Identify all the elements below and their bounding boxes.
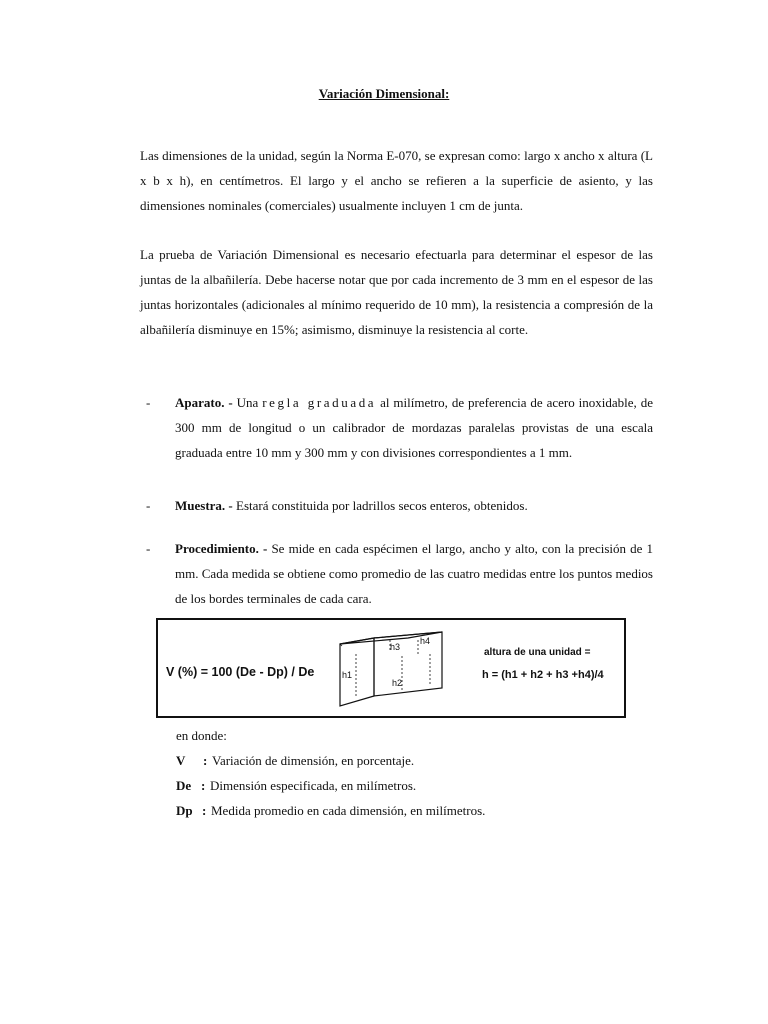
item-text-spaced: regla graduada (262, 395, 377, 410)
definitions-list (176, 723, 486, 823)
definition-text: Variación de dimensión, en porcentaje. (212, 753, 415, 768)
paragraph-dimensions: Las dimensiones de la unidad, según la Norma E-070, se expresan como: largo x ancho x altura (L x b x h), en centímetros. El largo y el ancho se refieren a la superficie de asiento, y las dimensiones nominales (comerciales) usualmente incluyen 1 cm de junta. (140, 148, 653, 213)
definition-symbol: De (176, 778, 192, 793)
item-body-aparato (175, 390, 653, 465)
list-dash: - (146, 498, 151, 513)
definition-row-v (176, 748, 415, 773)
definition-row-de (176, 773, 417, 798)
brick-label-h4: h4 (420, 636, 431, 646)
brick-label-h3: h3 (390, 642, 401, 652)
list-dash: - (146, 395, 151, 410)
definition-row-dp (176, 798, 486, 823)
formula-figure (156, 618, 626, 718)
list-dash: - (146, 541, 151, 556)
definition-colon: : (203, 753, 208, 768)
item-label-aparato: Aparato. - (175, 395, 233, 410)
definition-text: Dimensión especificada, en milímetros. (210, 778, 417, 793)
item-text-post: al milímetro, de preferencia de acero inoxidable, de 300 mm de longitud o un calibrador de mordazas paralelas provistas de una escala graduada entre 10 mm y 300 mm y con divisiones correspondientes a 1 mm. (175, 395, 653, 460)
item-text-procedimiento: Se mide en cada espécimen el largo, ancho y alto, con la precisión de 1 mm. Cada medida se obtiene como promedio de las cuatro medidas entre los puntos medios de los bordes terminales de cada cara. (175, 541, 653, 606)
item-label-procedimiento: Procedimiento. - (175, 541, 268, 556)
item-body-procedimiento (175, 536, 653, 611)
item-label-muestra: Muestra. - (175, 498, 233, 513)
definition-colon: : (201, 778, 206, 793)
brick-label-h2: h2 (392, 678, 403, 688)
height-formula: h = (h1 + h2 + h3 +h4)/4 (482, 669, 604, 681)
variation-formula: V (%) = 100 (De - Dp) / De (166, 665, 315, 679)
definition-symbol: V (176, 753, 186, 768)
definition-text: Medida promedio en cada dimensión, en milímetros. (211, 803, 486, 818)
document-title: Variación Dimensional: (318, 86, 450, 101)
height-formula-label: altura de una unidad = (484, 647, 591, 658)
paragraph-test-purpose: La prueba de Variación Dimensional es necesario efectuarla para determinar el espesor de las juntas de la albañilería. Debe hacerse notar que por cada incremento de 3 mm en el espesor de las juntas horizontales (adicionales al mínimo requerido de 10 mm), la resistencia a compresión de la albañilería disminuye en 15%; asimismo, disminuye la resistencia al corte. (140, 247, 653, 337)
definition-colon: : (202, 803, 207, 818)
definition-symbol: Dp (176, 803, 193, 818)
definitions-intro: en donde: (176, 728, 227, 743)
item-text-pre: Una (236, 395, 259, 410)
brick-label-h1: h1 (342, 670, 353, 680)
item-text-muestra: Estará constituida por ladrillos secos enteros, obtenidos. (236, 498, 528, 513)
brick-diagram (336, 626, 448, 714)
item-body-muestra (175, 493, 653, 518)
